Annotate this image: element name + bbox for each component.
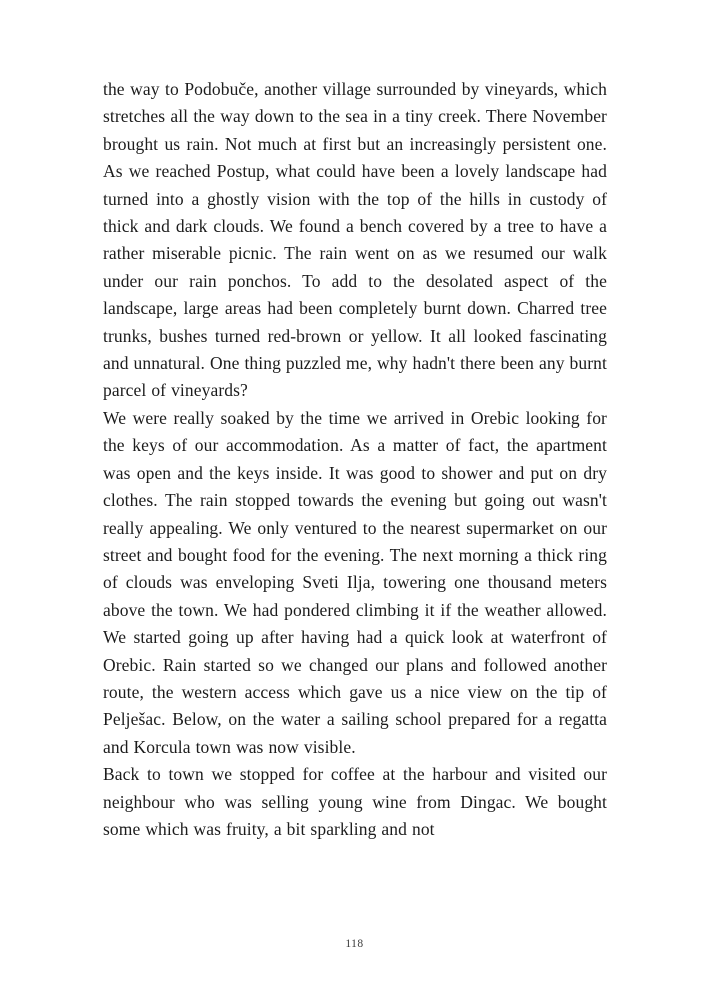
paragraph: We were really soaked by the time we arrived in Orebic looking for the keys of our accommodation. As a matter of fact, the apartment was open and the keys inside. It was good to shower and put on dry clothes. The rain stopped towards the evening but going out wasn't really appealing. We only ventured to the nearest supermarket on our street and bought food for the evening. The next morning a thick ring of clouds was enveloping Sveti Ilja, towering one thousand meters above the town. We had pondered climbing it if the weather allowed. We started going up after having had a quick look at waterfront of Orebic. Rain started so we changed our plans and followed another route, the western access which gave us a nice view on the tip of Pelješac. Below, on the water a sailing school prepared for a regatta and Korcula town was now visible. (103, 407, 607, 757)
page-content (103, 76, 607, 843)
paragraph: Back to town we stopped for coffee at the harbour and visited our neighbour who was selling young wine from Dingac. We bought some which was fruity, a bit sparkling and not (103, 764, 607, 839)
page-number: 118 (345, 938, 364, 950)
paragraph: the way to Podobuče, another village surrounded by vineyards, which stretches all the way down to the sea in a tiny creek. There November brought us rain. Not much at first but an increasingly persistent one. As we reached Postup, what could have been a lovely landscape had turned into a ghostly vision with the top of the hills in custody of thick and dark clouds. We found a bench covered by a tree to have a rather miserable picnic. The rain went on as we resumed our walk under our rain ponchos. To add to the desolated aspect of the landscape, large areas had been completely burnt down. Charred tree trunks, bushes turned red-brown or yellow. It all looked fascinating and unnatural. One thing puzzled me, why hadn't there been any burnt parcel of vineyards? (103, 79, 607, 401)
